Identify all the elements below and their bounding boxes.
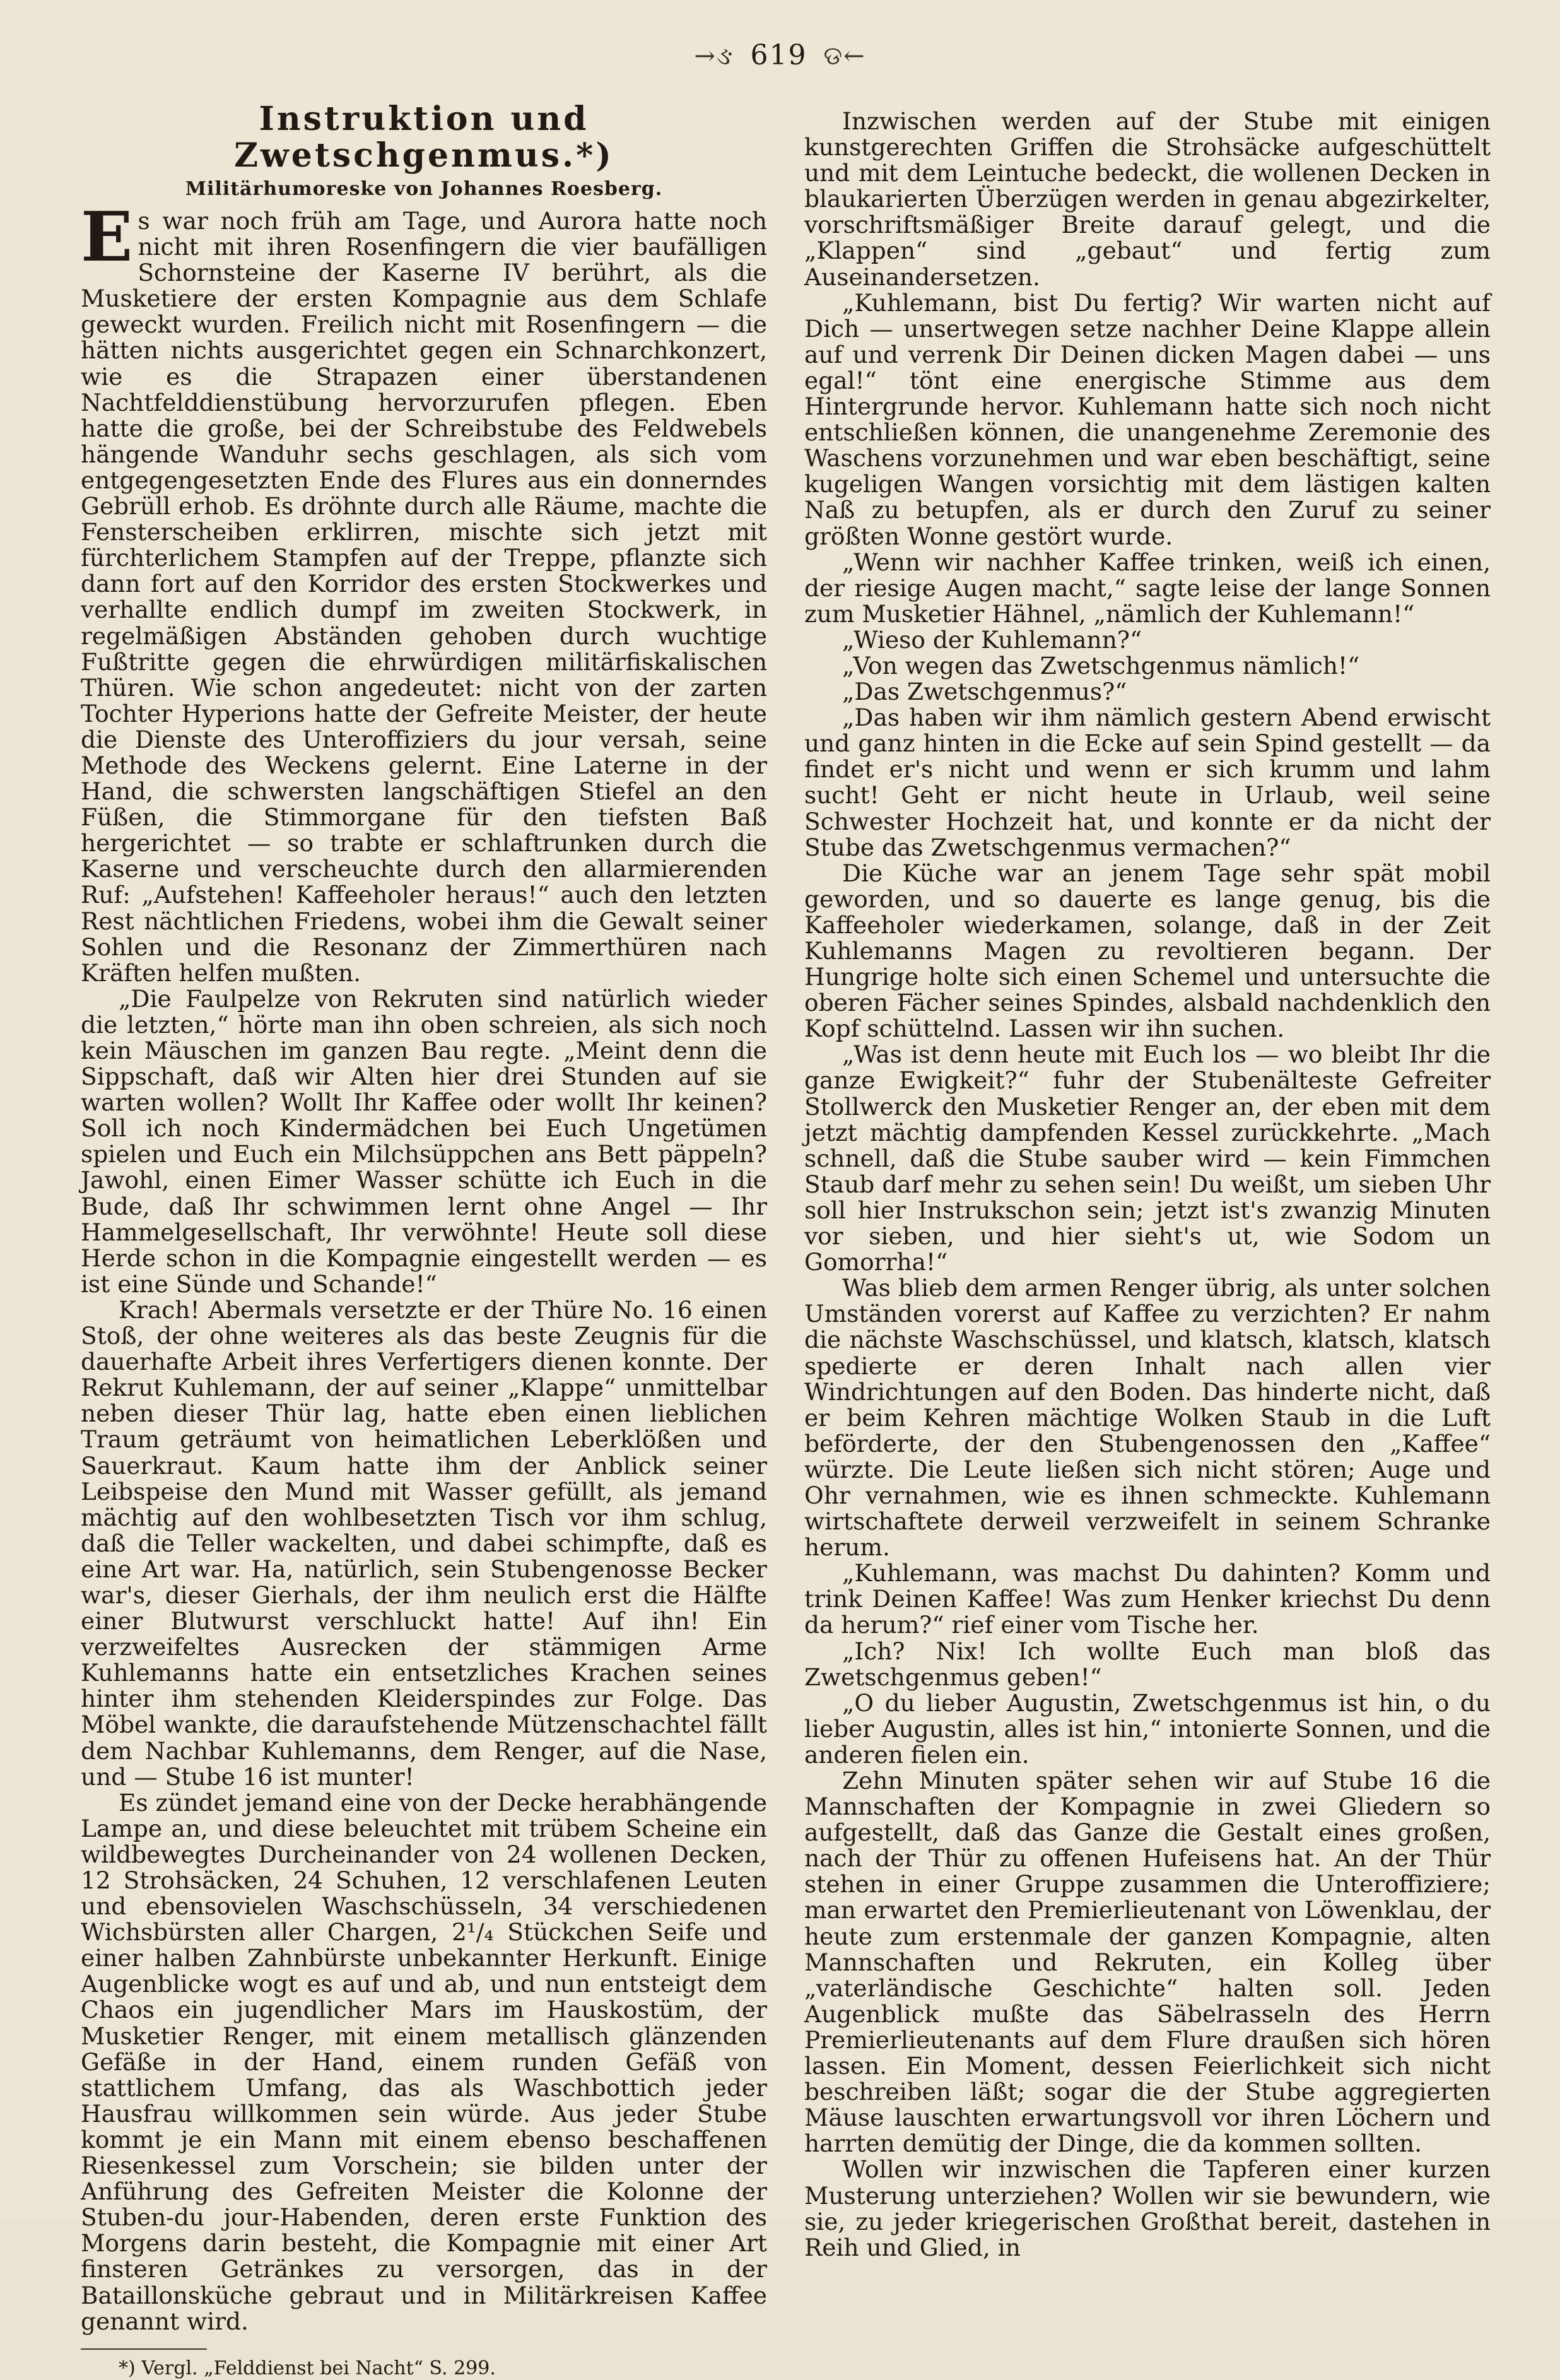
article-title: Instruktion und Zwetschgenmus.*) [234, 100, 614, 175]
paragraph: Es war noch früh am Tage, und Aurora hatte noch nicht mit ihren Rosenfingern die vier baufälligen Schornsteine der Kaserne IV berührt, als die Musketiere der ersten Kompagnie aus dem Schlafe geweckt wurden. Freilich nicht mit Rosenfingern — die hätten nichts ausgerichtet gegen ein Schnarchkonzert, wie es die Strapazen einer überstandenen Nachtfelddienstübung hervorzurufen pflegen. Eben hatte die große, bei der Schreibstube des Feldwebels hängende Wanduhr sechs geschlagen, als sich vom entgegengesetzten Ende des Flures aus ein donnerndes Gebrüll erhob. Es dröhnte durch alle Räume, machte die Fensterscheiben erklirren, mischte sich jetzt mit fürchterlichem Stampfen auf der Treppe, pflanzte sich dann fort auf den Korridor des ersten Stockwerkes und verhallte endlich dumpf im zweiten Stockwerk, in regelmäßigen Abständen gehoben durch wuchtige Fußtritte gegen die ehrwürdigen militärfiskalischen Thüren. Wie schon angedeutet: nicht von der zarten Tochter Hyperions hatte der Gefreite Meister, der heute die Dienste des Unteroffiziers du jour versah, seine Methode des Weckens gelernt. Eine Laterne in der Hand, die schwersten langschäftigen Stiefel an den Füßen, die Stimmorgane für den tiefsten Baß hergerichtet — so trabte er schlaftrunken durch die Kaserne und verscheuchte durch den allarmierenden Ruf: „Aufstehen! Kaffeeholer heraus!“ auch den letzten Rest nächtlichen Friedens, wobei ihm die Gewalt seiner Sohlen und die Resonanz der Zimmerthüren nach Kräften helfen mußten. [81, 197, 767, 987]
paragraph: Krach! Abermals versetzte er der Thüre No. 16 einen Stoß, der ohne weiteres als das beste Zeugnis für die dauerhafte Arbeit ihres Verfertigers dienen konnte. Der Rekrut Kuhlemann, der auf seiner „Klappe“ unmittelbar neben dieser Thür lag, hatte eben einen lieblichen Traum geträumt von heimatlichen Leberklößen und Sauerkraut. Kaum hatte ihm der Anblick seiner Leibspeise den Mund mit Wasser gefüllt, als jemand mächtig auf den wohlbesetzten Tisch vor ihm schlug, daß die Teller wackelten, und dabei schimpfte, daß es eine Art war. Ha, natürlich, sein Stubengenosse Becker war's, dieser Gierhals, der ihm neulich erst die Hälfte einer Blutwurst verschluckt hatte! Auf ihn! Ein verzweifeltes Ausrecken der stämmigen Arme Kuhlemanns hatte ein entsetzliches Krachen seines hinter ihm stehenden Kleiderspindes zur Folge. Das Möbel wankte, die daraufstehende Mützenschachtel fällt dem Nachbar Kuhlemanns, dem Renger, auf die Nase, und — Stube 16 ist munter! [81, 1295, 767, 1791]
paragraph: Die Küche war an jenem Tage sehr spät mobil geworden, und so dauerte es lange genug, bis die Kaffeeholer wiederkamen, solange, daß in der Zeit Kuhlemanns Magen zu revoltieren begann. Der Hungrige holte sich einen Schemel und untersuchte die oberen Fächer seines Spindes, alsbald nachdenklich den Kopf schüttelnd. Lassen wir ihn suchen. [804, 859, 1491, 1043]
paragraph: Zehn Minuten später sehen wir auf Stube 16 die Mannschaften der Kompagnie in zwei Gliedern so aufgestellt, daß das Ganze die Gestalt eines großen, nach der Thür zu offenen Hufeisens hat. An der Thür stehen in einer Gruppe zusammen die Unteroffiziere; man erwartet den Premierlieutenant von Löwenklau, der heute zum erstenmale der ganzen Kompagnie, alten Mannschaften und Rekruten, ein Kolleg über „vaterländische Geschichte“ halten soll. Jeden Augenblick mußte das Säbelrasseln des Herrn Premierlieutenants auf dem Flure draußen sich hören lassen. Ein Moment, dessen Feierlichkeit sich nicht beschreiben läßt; sogar die der Stube aggregierten Mäuse lauschten erwartungsvoll vor ihren Löchern und harrten demütig der Dinge, die da kommen sollten. [804, 1767, 1491, 2158]
paragraph: „Kuhlemann, bist Du fertig? Wir warten nicht auf Dich — unsertwegen setze nachher Deine Klappe allein auf und verrenk Dir Deinen dicken Magen dabei — uns egal!“ tönt eine energische Stimme aus dem Hintergrunde hervor. Kuhlemann hatte sich noch nicht entschließen können, die unangenehme Zeremonie des Waschens vorzunehmen und war eben beschäftigt, seine kugeligen Wangen vorsichtig mit dem lästigen kalten Naß zu betupfen, als er durch den Zuruf zu seiner größten Wonne gestört wurde. [804, 288, 1491, 550]
left-column [81, 101, 767, 2380]
paragraph: „Von wegen das Zwetschgenmus nämlich!“ [842, 651, 1360, 680]
drop-cap: E [81, 197, 133, 277]
footnote: *) Vergl. „Felddienst bei Nacht“ S. 299. [119, 2357, 496, 2379]
paragraph: „Die Faulpelze von Rekruten sind natürlich wieder die letzten,“ hörte man ihn oben schreien, als sich noch kein Mäuschen im ganzen Bau regte. „Meint denn die Sippschaft, daß wir Alten hier drei Stunden auf sie warten wollen? Wollt Ihr Kaffee oder wollt Ihr keinen? Soll ich noch Kindermädchen bei Euch Ungetümen spielen und Euch ein Milchsüppchen ans Bett päppeln? Jawohl, einen Eimer Wasser schütte ich Euch in die Bude, daß Ihr schwimmen lernt ohne Angel — Ihr Hammelgesellschaft, Ihr verwöhnte! Heute soll diese Herde schon in die Kompagnie eingestellt werden — es ist eine Sünde und Schande!“ [81, 984, 767, 1298]
page-number: 619 [750, 39, 807, 71]
paragraph: Wollen wir inzwischen die Tapferen einer kurzen Musterung unterziehen? Wollen wir sie bewundern, wie sie, zu jeder kriegerischen Großthat bereit, dastehen in Reih und Glied, in [804, 2155, 1491, 2261]
paragraph: Inzwischen werden auf der Stube mit einigen kunstgerechten Griffen die Strohsäcke aufgeschüttelt und mit dem Leintuche bedeckt, die wollenen Decken in blaukarierten Überzügen werden in genau abgezirkelter, vorschriftsmäßiger Breite darauf gelegt, und die „Klappen“ sind „gebaut“ und fertig zum Auseinandersetzen. [804, 107, 1491, 291]
header-ornament-right: ଡ← [823, 42, 866, 71]
paragraph: „Ich? Nix! Ich wollte Euch man bloß das Zwetschgenmus geben!“ [804, 1637, 1491, 1691]
paragraph: „Was ist denn heute mit Euch los — wo bleibt Ihr die ganze Ewigkeit?“ fuhr der Stubenälteste Gefreiter Stollwerck den Musketier Renger an, der eben mit dem jetzt mächtig dampfenden Kessel zurückkehrte. „Mach schnell, daß die Stube sauber wird — kein Fimmchen Staub darf mehr zu sehen sein! Du weißt, um sieben Uhr soll hier Instrukschon sein; jetzt ist's zwanzig Minuten vor sieben, und hier sieht's ut, wie Sodom un Gomorrha!“ [804, 1040, 1491, 1276]
paragraph: „Wieso der Kuhlemann?“ [842, 625, 1142, 654]
paragraph: „Kuhlemann, was machst Du dahinten? Komm und trink Deinen Kaffee! Was zum Henker kriechst Du denn da herum?“ rief einer vom Tische her. [804, 1559, 1491, 1639]
paragraph: Was blieb dem armen Renger übrig, als unter solchen Umständen vorerst auf Kaffee zu verzichten? Er nahm die nächste Waschschüssel, und klatsch, klatsch, klatsch spedierte er deren Inhalt nach allen vier Windrichtungen auf den Boden. Das hinderte nicht, daß er beim Kehren mächtige Wolken Staub in die Luft beförderte, der den Stubengenossen den „Kaffee“ würzte. Die Leute ließen sich nicht stören; Auge und Ohr vernahmen, wie es ihnen schmeckte. Kuhlemann wirtschaftete derweil verzweifelt in seinem Schranke herum. [804, 1274, 1491, 1562]
paragraph: „Wenn wir nachher Kaffee trinken, weiß ich einen, der riesige Augen macht,“ sagte leise der lange Sonnen zum Musketier Hähnel, „nämlich der Kuhlemann!“ [804, 548, 1491, 628]
paragraph: „O du lieber Augustin, Zwetschgenmus ist hin, o du lieber Augustin, alles ist hin,“ intonierte Sonnen, und die anderen fielen ein. [804, 1688, 1491, 1769]
header-ornament-left: →ઙ [694, 42, 734, 71]
right-column [804, 109, 1491, 2261]
paragraph: „Das Zwetschgenmus?“ [842, 678, 1127, 706]
footnote-rule [81, 2348, 207, 2350]
page-header [0, 39, 1560, 71]
article-byline: Militärhumoreske von Johannes Roesberg. [185, 178, 663, 200]
paragraph: Es zündet jemand eine von der Decke herabhängende Lampe an, und diese beleuchtet mit trübem Scheine ein wildbewegtes Durcheinander von 24 wollenen Decken, 12 Strohsäcken, 24 Schuhen, 12 verschlafenen Leuten und ebensovielen Waschschüsseln, 34 verschiedenen Wichsbürsten aller Chargen, 2¹/₄ Stückchen Seife und einer halben Zahnbürste unbekannter Herkunft. Einige Augenblicke wogt es auf und ab, und nun entsteigt dem Chaos ein jugendlicher Mars im Hauskostüm, der Musketier Renger, mit einem metallisch glänzenden Gefäße in der Hand, einem runden Gefäß von stattlichem Umfang, das als Waschbottich jeder Hausfrau willkommen sein würde. Aus jeder Stube kommt je ein Mann mit einem ebenso beschaffenen Riesenkessel zum Vorschein; sie bilden unter der Anführung des Gefreiten Meister die Kolonne der Stuben-du jour-Habenden, deren erste Funktion des Morgens darin besteht, die Kompagnie mit einer Art finsteren Getränkes zu versorgen, das in der Bataillonsküche gebraut und in Militärkreisen Kaffee genannt wird. [81, 1788, 767, 2335]
paragraph: „Das haben wir ihm nämlich gestern Abend erwischt und ganz hinten in die Ecke auf sein Spind gestellt — da findet er's nicht und wenn er sich krumm und lahm sucht! Geht er nicht heute in Urlaub, weil seine Schwester Hochzeit hat, und konnte er da nicht der Stube das Zwetschgenmus vermachen?“ [804, 704, 1491, 861]
